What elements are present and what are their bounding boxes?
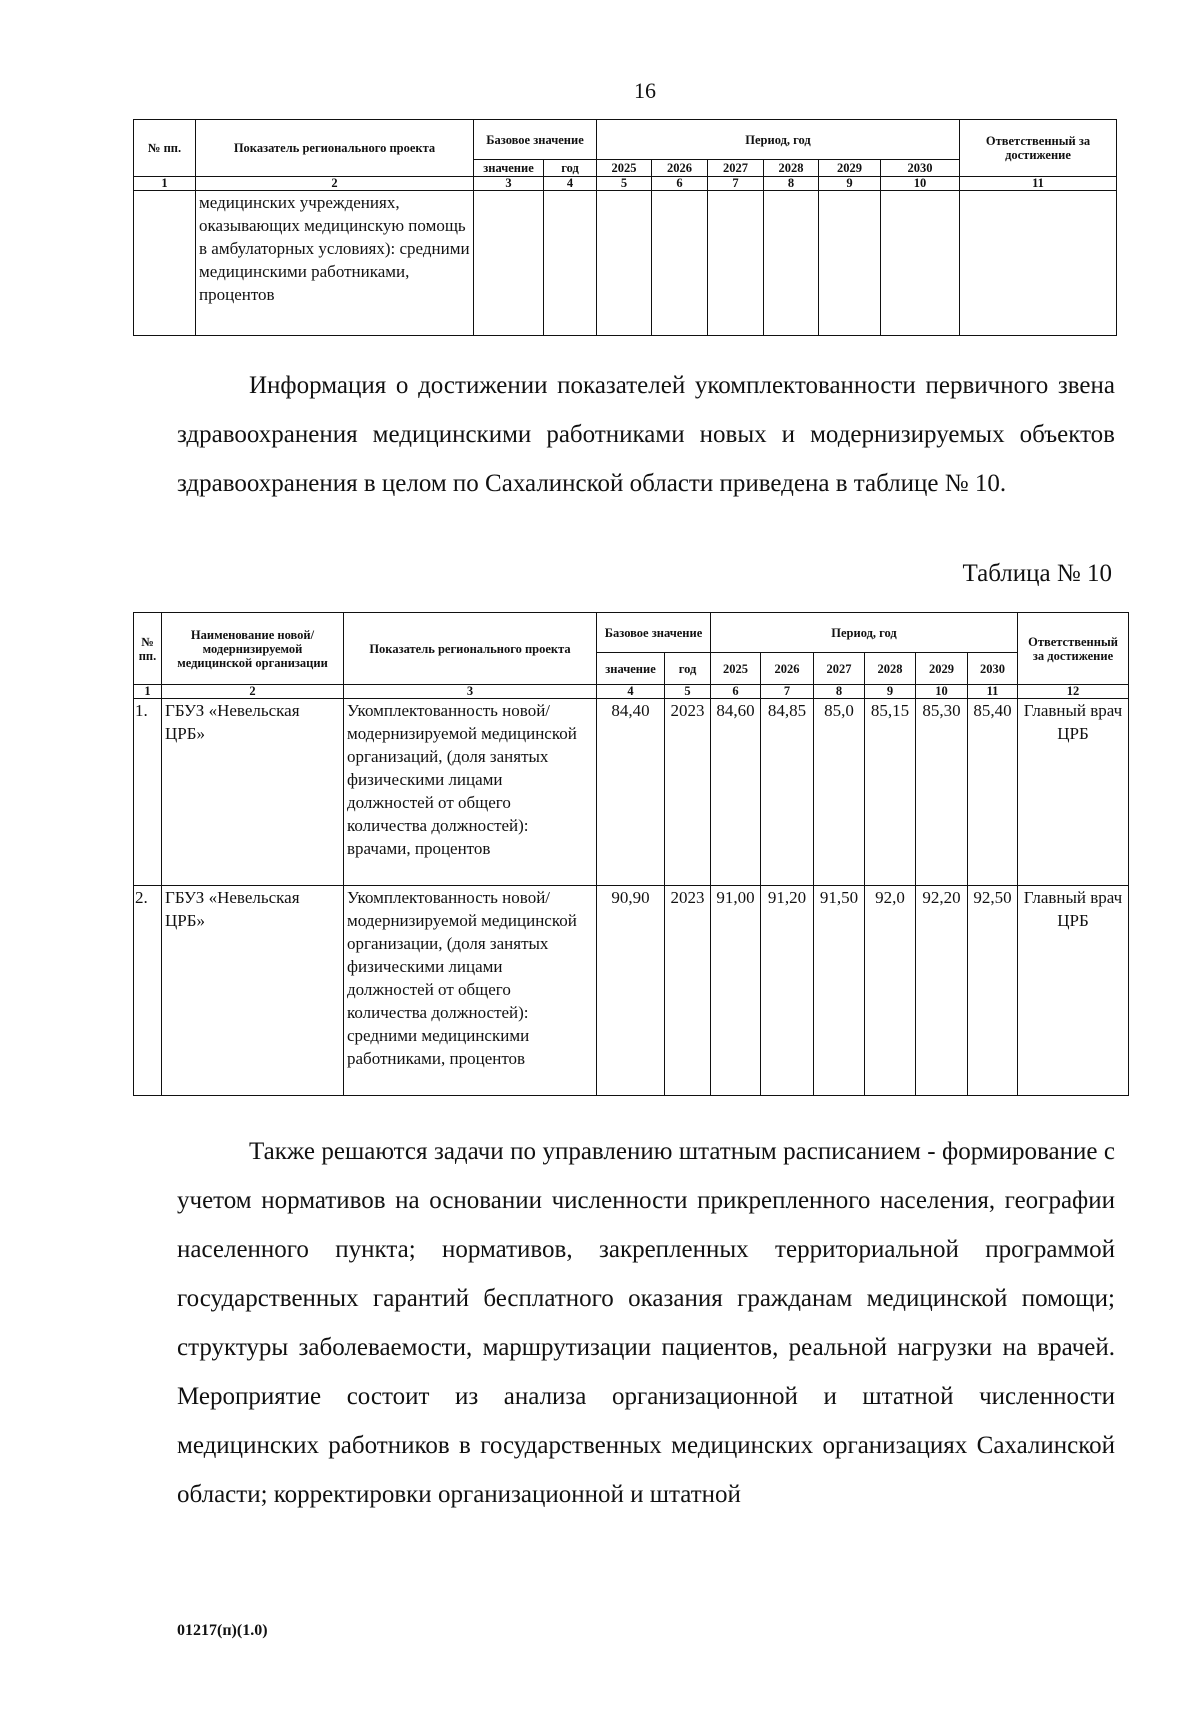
row-value: 92,50 bbox=[968, 886, 1018, 1096]
column-number: 6 bbox=[711, 685, 761, 699]
row-value: 85,30 bbox=[916, 699, 968, 886]
header-base: Базовое значение bbox=[474, 120, 597, 160]
header-year: 2029 bbox=[819, 160, 881, 177]
column-number: 8 bbox=[814, 685, 865, 699]
page-number: 16 bbox=[634, 78, 656, 103]
row-value: 84,85 bbox=[761, 699, 814, 886]
info-paragraph: Информация о достижении показателей укомплектованности первичного звена здравоохранения медицинскими работниками новых и модернизируемых объектов здравоохранения в целом по Сахалинской области приведена в таблице № 10. bbox=[177, 372, 1115, 497]
row-base-value: 84,40 bbox=[597, 699, 665, 886]
row-org: ГБУЗ «Невельская ЦРБ» bbox=[162, 699, 344, 886]
footer-code: 01217(п)(1.0) bbox=[177, 1622, 268, 1639]
header-indicator: Показатель регионального проекта bbox=[196, 120, 474, 177]
row-base-year: 2023 bbox=[665, 886, 711, 1096]
row-indicator: медицинских учреждениях, оказывающих медицинскую помощь в амбулаторных условиях): средними медицинскими работниками, процентов bbox=[196, 191, 474, 336]
row-responsible: Главный врач ЦРБ bbox=[1018, 886, 1129, 1096]
header-indicator: Показатель регионального проекта bbox=[344, 613, 597, 685]
header-base-year: год bbox=[544, 160, 597, 177]
header-year: 2028 bbox=[865, 653, 916, 685]
header-year: 2029 bbox=[916, 653, 968, 685]
header-num: № пп. bbox=[134, 613, 162, 685]
header-num: № пп. bbox=[134, 120, 196, 177]
column-number: 8 bbox=[764, 177, 819, 191]
staffing-table bbox=[133, 612, 1129, 1096]
column-number: 5 bbox=[597, 177, 652, 191]
column-number: 2 bbox=[162, 685, 344, 699]
row-value: 92,0 bbox=[865, 886, 916, 1096]
column-number: 10 bbox=[916, 685, 968, 699]
row-base-year: 2023 bbox=[665, 699, 711, 886]
column-number: 7 bbox=[708, 177, 764, 191]
table-caption: Таблица № 10 bbox=[962, 560, 1112, 587]
header-year: 2026 bbox=[761, 653, 814, 685]
header-responsible: Ответственный за достижение bbox=[960, 120, 1117, 177]
header-year: 2025 bbox=[597, 160, 652, 177]
row-value: 92,20 bbox=[916, 886, 968, 1096]
header-base-value: значение bbox=[474, 160, 544, 177]
column-number: 10 bbox=[881, 177, 960, 191]
column-number: 4 bbox=[544, 177, 597, 191]
row-value: 91,20 bbox=[761, 886, 814, 1096]
header-year: 2026 bbox=[652, 160, 708, 177]
column-number: 5 bbox=[665, 685, 711, 699]
header-base: Базовое значение bbox=[597, 613, 711, 653]
column-number: 1 bbox=[134, 685, 162, 699]
row-responsible: Главный врач ЦРБ bbox=[1018, 699, 1129, 886]
column-number: 9 bbox=[865, 685, 916, 699]
header-period: Период, год bbox=[597, 120, 960, 160]
row-value: 91,50 bbox=[814, 886, 865, 1096]
column-number: 2 bbox=[196, 177, 474, 191]
row-value: 84,60 bbox=[711, 699, 761, 886]
indicator-table-continuation bbox=[133, 119, 1117, 336]
table-row bbox=[134, 699, 1129, 886]
column-number: 6 bbox=[652, 177, 708, 191]
row-value: 85,40 bbox=[968, 699, 1018, 886]
column-number: 3 bbox=[344, 685, 597, 699]
row-num: 1. bbox=[134, 699, 162, 886]
row-indicator: Укомплектованность новой/ модернизируемой медицинской организации, (доля занятых физическими лицами должностей от общего количества должностей): средними медицинскими работниками, процентов bbox=[344, 886, 597, 1096]
header-year: 2027 bbox=[814, 653, 865, 685]
header-period: Период, год bbox=[711, 613, 1018, 653]
column-number: 3 bbox=[474, 177, 544, 191]
header-responsible: Ответственный за достижение bbox=[1018, 613, 1129, 685]
row-num: 2. bbox=[134, 886, 162, 1096]
column-number: 1 bbox=[134, 177, 196, 191]
header-base-value: значение bbox=[597, 653, 665, 685]
row-org: ГБУЗ «Невельская ЦРБ» bbox=[162, 886, 344, 1096]
row-indicator: Укомплектованность новой/ модернизируемой медицинской организаций, (доля занятых физическими лицами должностей от общего количества должностей): врачами, процентов bbox=[344, 699, 597, 886]
header-base-year: год bbox=[665, 653, 711, 685]
table-row bbox=[134, 886, 1129, 1096]
header-year: 2030 bbox=[968, 653, 1018, 685]
row-base-value: 90,90 bbox=[597, 886, 665, 1096]
header-year: 2028 bbox=[764, 160, 819, 177]
row-value: 85,15 bbox=[865, 699, 916, 886]
header-org: Наименование новой/ модернизируемой медицинской организации bbox=[162, 613, 344, 685]
column-number: 9 bbox=[819, 177, 881, 191]
row-value: 85,0 bbox=[814, 699, 865, 886]
column-number: 11 bbox=[960, 177, 1117, 191]
column-number: 11 bbox=[968, 685, 1018, 699]
row-num bbox=[134, 191, 196, 336]
row-value: 91,00 bbox=[711, 886, 761, 1096]
table-row bbox=[134, 191, 1117, 336]
header-year: 2030 bbox=[881, 160, 960, 177]
tasks-paragraph: Также решаются задачи по управлению штатным расписанием - формирование с учетом нормативов на основании численности прикрепленного населения, географии населенного пункта; нормативов, закрепленных территориальной программой государственных гарантий бесплатного оказания гражданам медицинской помощи; структуры заболеваемости, маршрутизации пациентов, реальной нагрузки на врачей. Мероприятие состоит из анализа организационной и штатной численности медицинских работников в государственных медицинских организациях Сахалинской области; корректировки организационной и штатной bbox=[177, 1138, 1115, 1508]
column-number: 12 bbox=[1018, 685, 1129, 699]
header-year: 2025 bbox=[711, 653, 761, 685]
header-year: 2027 bbox=[708, 160, 764, 177]
column-number: 4 bbox=[597, 685, 665, 699]
column-number: 7 bbox=[761, 685, 814, 699]
